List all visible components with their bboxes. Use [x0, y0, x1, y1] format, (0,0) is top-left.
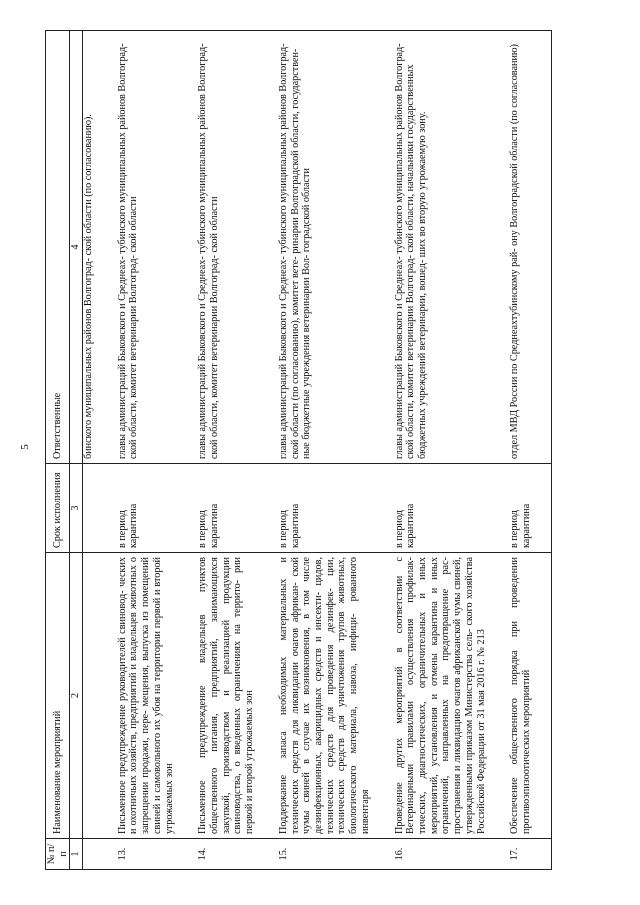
row-name: Письменное предупреждение руководителей свиновод- ческих и охотничьих хозяйств, предприятий и владельцев животных о запрещении продажи, пере- мещения, выпуска из помещений свиней и самовольного их убоя на территории первой и второй угрожаемых зон	[113, 553, 194, 839]
table-row	[193, 31, 274, 870]
row-term: в период карантина	[505, 464, 551, 553]
row-responsible: главы администраций Быковского и Среднеах- тубинского муниципальных районов Волгоград- ской области, комитет ветеринарии Волгоград- ской области	[193, 31, 274, 464]
continuation-row	[82, 31, 112, 870]
row-term: в период карантина	[113, 464, 194, 553]
row-number: 15.	[274, 839, 390, 870]
row-number: 17.	[505, 839, 551, 870]
measures-table	[45, 30, 552, 870]
row-term: в период карантина	[193, 464, 274, 553]
row-term: в период карантина	[274, 464, 390, 553]
page-number: 5	[18, 444, 31, 450]
row-responsible: главы администраций Быковского и Среднеах- тубинского муниципальных районов Волгоград- ской области, комитет ветеринарии Волгоград- ской области	[113, 31, 194, 464]
column-number: 1	[70, 839, 83, 870]
table-row	[390, 31, 506, 870]
row-name: Проведение других мероприятий в соответствии с Ветеринарными правилами осуществления профилак- тических, диагностических, ограничительных и иных мероприятий, установления и отмены карантина и иных ограничений, направленных на предотвращение рас- пространения и ликвидацию очагов африканской чумы свиней, утвержденными приказом Министерства сель- ского хозяйства Российской Федерации от 31 мая 2016 г. № 213	[390, 553, 506, 839]
column-number: 3	[70, 464, 83, 553]
row-term: в период карантина	[390, 464, 506, 553]
row-number: 14.	[193, 839, 274, 870]
row-responsible: главы администраций Быковского и Среднеах- тубинского муниципальных районов Волгоград- ской области (по согласованию), комитет вете- ринарии Волгоградской области, государствен- ные бюджетные учреждения ветеринарии Вол- гоградской области	[274, 31, 390, 464]
column-number-row	[70, 31, 83, 870]
row-responsible: отдел МВД России по Среднеахтубинскому рай- ону Волгоградской области (по согласованию)	[505, 31, 551, 464]
header-name: Наименование мероприятий	[46, 553, 70, 839]
rotated-table-container	[45, 30, 595, 870]
row-name: Обеспечение общественного порядка при проведении противоэпизоотических мероприятий	[505, 553, 551, 839]
header-number: № п/п	[46, 839, 70, 870]
column-number: 4	[70, 31, 83, 464]
row-number: 13.	[113, 839, 194, 870]
continuation-text: бинского муниципальных районов Волгоград- ской области (по согласованию).	[82, 31, 112, 464]
row-number: 16.	[390, 839, 506, 870]
row-name: Поддержание запаса необходимых материальных и технических средств для ликвидации очагов африкан- ской чумы свиней в случае их возникновения, в том числе дезинфекционных, акарицидных средств и инсекти- цидов, технических средств для проведения дезинфек- ции, технических средств для уничтожения трупов животных, биологического материала, навоза, инфици- рованного инвентаря	[274, 553, 390, 839]
table-header-row	[46, 31, 70, 870]
column-number: 2	[70, 553, 83, 839]
row-responsible: главы администраций Быковского и Среднеах- тубинского муниципальных районов Волгоград- ской области, комитет ветеринарии Волгоград- ской области, начальники государственных бюджетных учреждений ветеринарии, вошед- ших во вторую угрожаемую зону.	[390, 31, 506, 464]
table-row	[113, 31, 194, 870]
table-row	[505, 31, 551, 870]
row-name: Письменное предупреждение владельцев пунктов общественного питания, предприятий, занимающихся закупкой, производством и реализацией продукции свиноводства, о введенных ограничениях на террито- рии первой и второй угрожаемых зон	[193, 553, 274, 839]
table-row	[274, 31, 390, 870]
header-term: Срок исполнения	[46, 464, 70, 553]
header-responsible: Ответственные	[46, 31, 70, 464]
